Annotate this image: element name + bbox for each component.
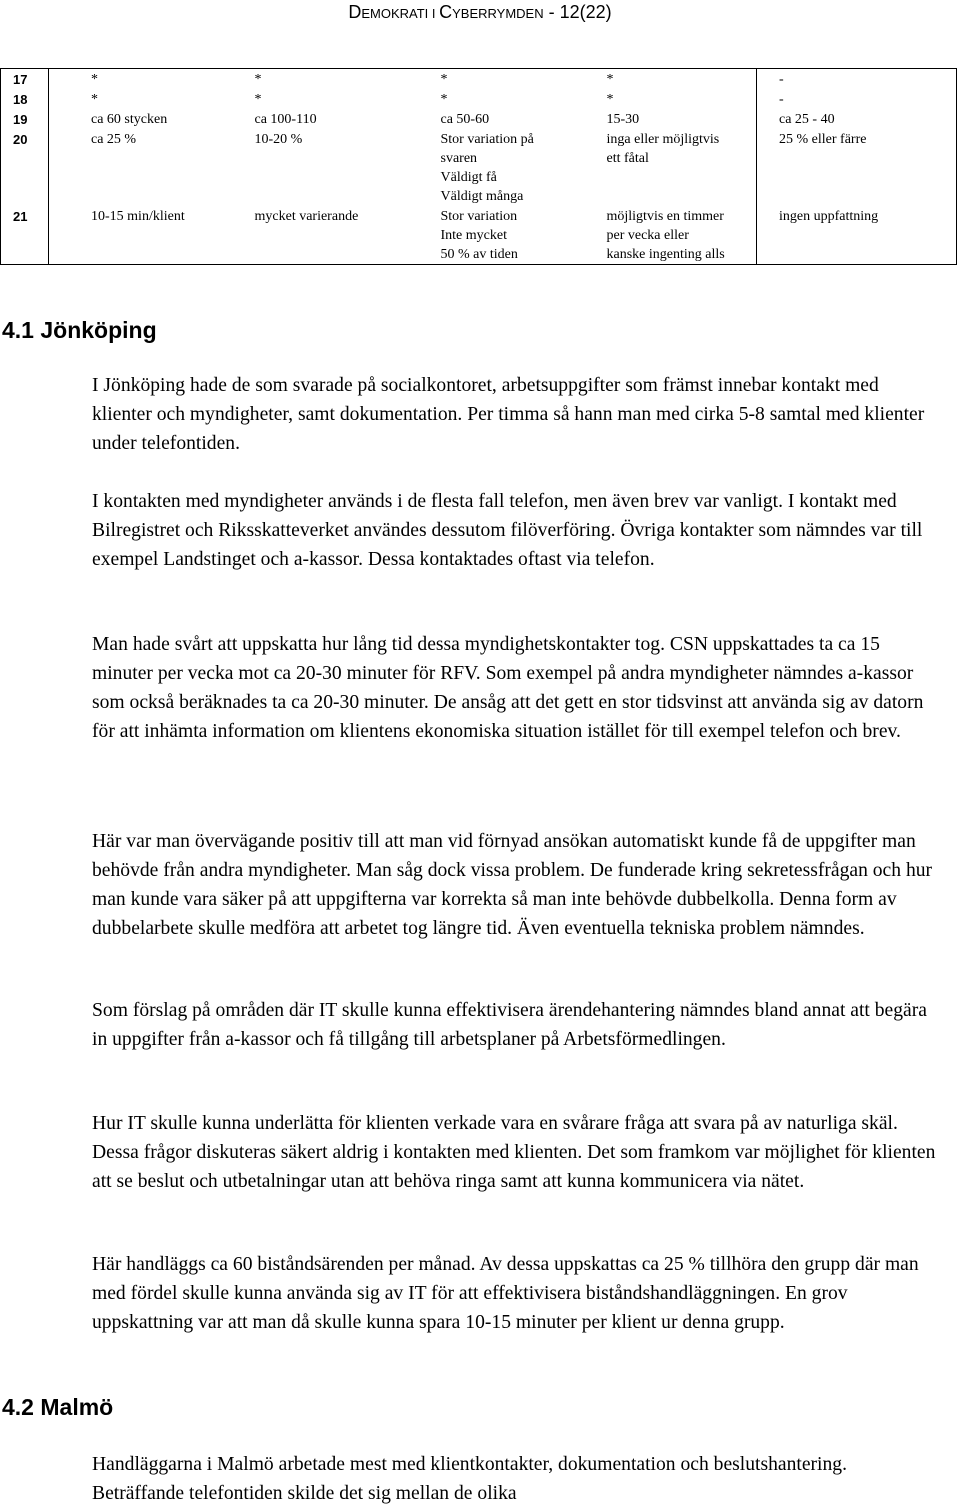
cell-line: Väldigt många [440, 189, 524, 204]
table-cell [217, 89, 397, 109]
cell-line: ca 50-60 [440, 112, 490, 127]
cell-line: - [779, 92, 784, 107]
table-cell [397, 129, 587, 206]
cell-line: inga eller möjligtvis [606, 132, 720, 147]
paragraph: Här var man övervägande positiv till att man vid förnyad ansökan automatiskt kunde få de uppgifter man behövde från andra myndigheter. Man såg dock vissa problem. De funderade kring sekretessfrågan och hur man kunde vara säker på att uppgifterna var korrekta så man inte behövde dubbelkolla. Denna form av dubbelarbete skulle medföra att arbetet tog längre tid. Även eventuella tekniska problem nämndes. [92, 831, 933, 939]
table-cell [217, 206, 397, 265]
cell-line: * [606, 72, 614, 87]
cell-line: * [440, 72, 448, 87]
row-number: 19 [1, 109, 49, 129]
table-row [1, 206, 957, 265]
table-cell [757, 89, 957, 109]
table-cell [49, 69, 217, 90]
header-page-number: - 12(22) [543, 2, 612, 22]
table-cell [587, 206, 757, 265]
page-header [0, 2, 960, 23]
cell-line: * [606, 92, 614, 107]
table-cell [587, 89, 757, 109]
results-table [0, 68, 957, 265]
row-number: 17 [1, 69, 49, 90]
header-separator: I [428, 6, 440, 21]
row-number: 20 [1, 129, 49, 206]
section-heading-malmo: 4.2 Malmö [2, 1394, 114, 1420]
paragraph: Som förslag på områden där IT skulle kunna effektivisera ärendehantering nämndes bland annat att begära in uppgifter från a-kassor och få tillgång till arbetsplaner på Arbetsförmedlingen. [92, 1000, 927, 1050]
row-number: 18 [1, 89, 49, 109]
table-row [1, 129, 957, 206]
cell-line: ingen uppfattning [779, 209, 879, 224]
cell-line: 10-15 min/klient [91, 209, 185, 224]
table-row [1, 69, 957, 90]
table-cell [757, 69, 957, 90]
cell-line: ett fåtal [606, 151, 649, 166]
section-heading-jonkoping: 4.1 Jönköping [2, 317, 157, 343]
paragraph: Här handläggs ca 60 biståndsärenden per månad. Av dessa uppskattas ca 25 % tillhöra den grupp där man med fördel skulle kunna använda sig av IT för att effektivisera biståndshandläggningen. En grov uppskattning var att man då skulle kunna spara 10-15 minuter per klient ur denna grupp. [92, 1254, 919, 1333]
cell-line: Inte mycket [440, 228, 507, 243]
table-cell [217, 109, 397, 129]
row-number: 21 [1, 206, 49, 265]
table-cell [49, 109, 217, 129]
table-cell [397, 109, 587, 129]
cell-line: per vecka eller [606, 228, 689, 243]
cell-line: 50 % av tiden [440, 247, 518, 262]
table-cell [217, 129, 397, 206]
table-cell [217, 69, 397, 90]
cell-line: * [91, 72, 98, 87]
table-row [1, 109, 957, 129]
table-row [1, 89, 957, 109]
table-cell [397, 89, 587, 109]
cell-line: Väldigt få [440, 170, 497, 185]
cell-line: 10-20 % [254, 132, 303, 147]
header-rest-2: YBERRYMDEN [452, 6, 544, 21]
header-rest-1: EMOKRATI [361, 6, 429, 21]
cell-line: 15-30 [606, 112, 640, 127]
paragraph: I kontakten med myndigheter används i de flesta fall telefon, men även brev var vanligt. I kontakt med Bilregistret och Riksskatteverket användes dessutom filöverföring. Övriga kontakter som nämndes var till exempel Landstinget och a-kassor. Dessa kontaktades oftast via telefon. [92, 491, 923, 570]
paragraph: Handläggarna i Malmö arbetade mest med klientkontakter, dokumentation och beslutshantering. Beträffande telefontiden skilde det sig mellan de olika [92, 1454, 847, 1504]
table-cell [49, 129, 217, 206]
cell-line: möjligtvis en timmer [606, 209, 724, 224]
table-cell [49, 206, 217, 265]
table-cell [757, 206, 957, 265]
table-cell [49, 89, 217, 109]
table-cell [587, 69, 757, 90]
cell-line: ca 25 - 40 [779, 112, 835, 127]
header-cap-2: C [439, 2, 453, 22]
cell-line: kanske ingenting alls [606, 247, 725, 262]
cell-line: ca 100-110 [254, 112, 317, 127]
cell-line: * [254, 92, 262, 107]
paragraph: I Jönköping hade de som svarade på socialkontoret, arbetsuppgifter som främst innebar kontakt med klienter och myndigheter, samt dokumentation. Per timma så hann man med cirka 5-8 samtal med klienter under telefontiden. [92, 375, 925, 454]
cell-line: ca 60 stycken [91, 112, 168, 127]
table-cell [397, 206, 587, 265]
cell-line: mycket varierande [254, 209, 359, 224]
paragraph: Man hade svårt att uppskatta hur lång tid dessa myndighetskontakter tog. CSN uppskattades ta ca 15 minuter per vecka mot ca 20-30 minuter för RFV. Som exempel på andra myndigheter nämndes a-kassor som också beräknades ta ca 20-30 minuter. De ansåg att det gett en stor tidsvinst att använda sig av datorn för att inhämta information om klientens ekonomiska situation istället för till exempel telefon och brev. [92, 634, 924, 742]
cell-line: svaren [440, 151, 478, 166]
table-cell [397, 69, 587, 90]
table-cell [587, 129, 757, 206]
table-cell [757, 129, 957, 206]
cell-line: ca 25 % [91, 132, 137, 147]
cell-line: 25 % eller färre [779, 132, 867, 147]
cell-line: - [779, 72, 784, 87]
header-cap-1: D [348, 2, 362, 22]
table-cell [587, 109, 757, 129]
table-cell [757, 109, 957, 129]
cell-line: Stor variation på [440, 132, 534, 147]
cell-line: Stor variation [440, 209, 518, 224]
cell-line: * [440, 92, 448, 107]
paragraph: Hur IT skulle kunna underlätta för klienten verkade vara en svårare fråga att svara på av naturliga skäl. Dessa frågor diskuteras säkert aldrig i kontakten med klienten. Det som framkom var möjlighet för klienten att se beslut och utbetalningar utan att behöva ringa samt att kunna kommunicera via nätet. [92, 1113, 936, 1192]
cell-line: * [91, 92, 98, 107]
cell-line: * [254, 72, 262, 87]
